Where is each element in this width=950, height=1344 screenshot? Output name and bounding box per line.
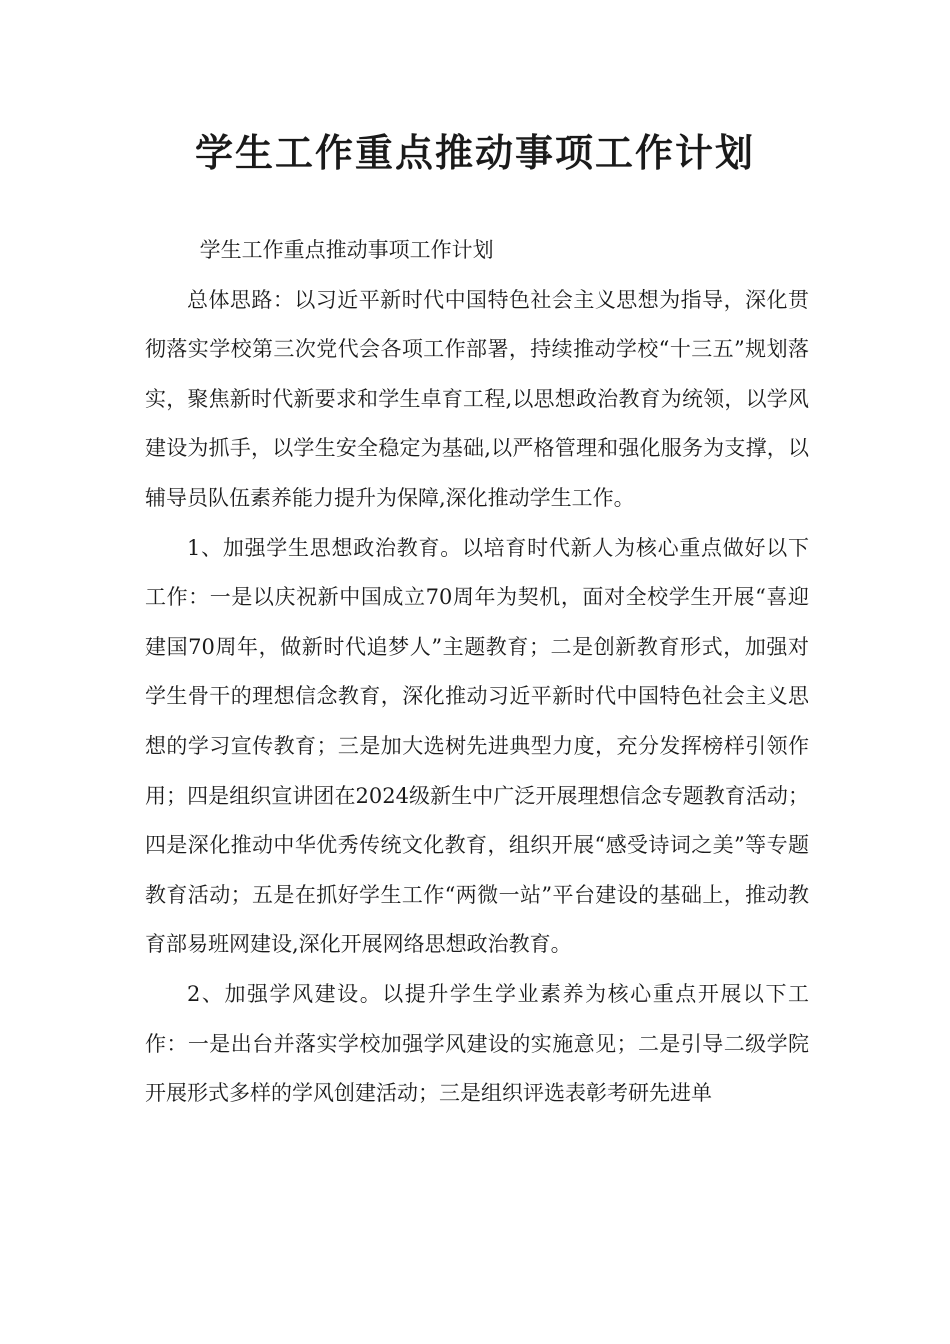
paragraph-ideological-education: 1、加强学生思想政治教育。以培育时代新人为核心重点做好以下工作：一是以庆祝新中国成立70周年为契机，面对全校学生开展“喜迎建国70周年，做新时代追梦人”主题教育；二是创新教育形式，加强对学生骨干的理想信念教育，深化推动习近平新时代中国特色社会主义思想的学习宣传教育；三是加大选树先进典型力度，充分发挥榜样引领作用；四是组织宣讲团在2024级新生中广泛开展理想信念专题教育活动；四是深化推动中华优秀传统文化教育，组织开展“感受诗词之美”等专题教育活动；五是在抓好学生工作“两微一站”平台建设的基础上，推动教育部易班网建设,深化开展网络思想政治教育。 — [145, 535, 809, 957]
paragraph-overall-approach: 总体思路：以习近平新时代中国特色社会主义思想为指导，深化贯彻落实学校第三次党代会各项工作部署，持续推动学校“十三五”规划落实，聚焦新时代新要求和学生卓育工程,以思想政治教育为统领，以学风建设为抓手，以学生安全稳定为基础,以严格管理和强化服务为支撑，以辅导员队伍素养能力提升为保障,深化推动学生工作。 — [145, 287, 809, 510]
document-body — [145, 226, 809, 1119]
document-title: 学生工作重点推动事项工作计划 — [194, 131, 755, 175]
paragraph-study-style: 2、加强学风建设。以提升学生学业素养为核心重点开展以下工作：一是出台并落实学校加强学风建设的实施意见；二是引导二级学院开展形式多样的学风创建活动；三是组织评选表彰考研先进单 — [145, 981, 809, 1106]
document-subtitle: 学生工作重点推动事项工作计划 — [199, 238, 494, 262]
